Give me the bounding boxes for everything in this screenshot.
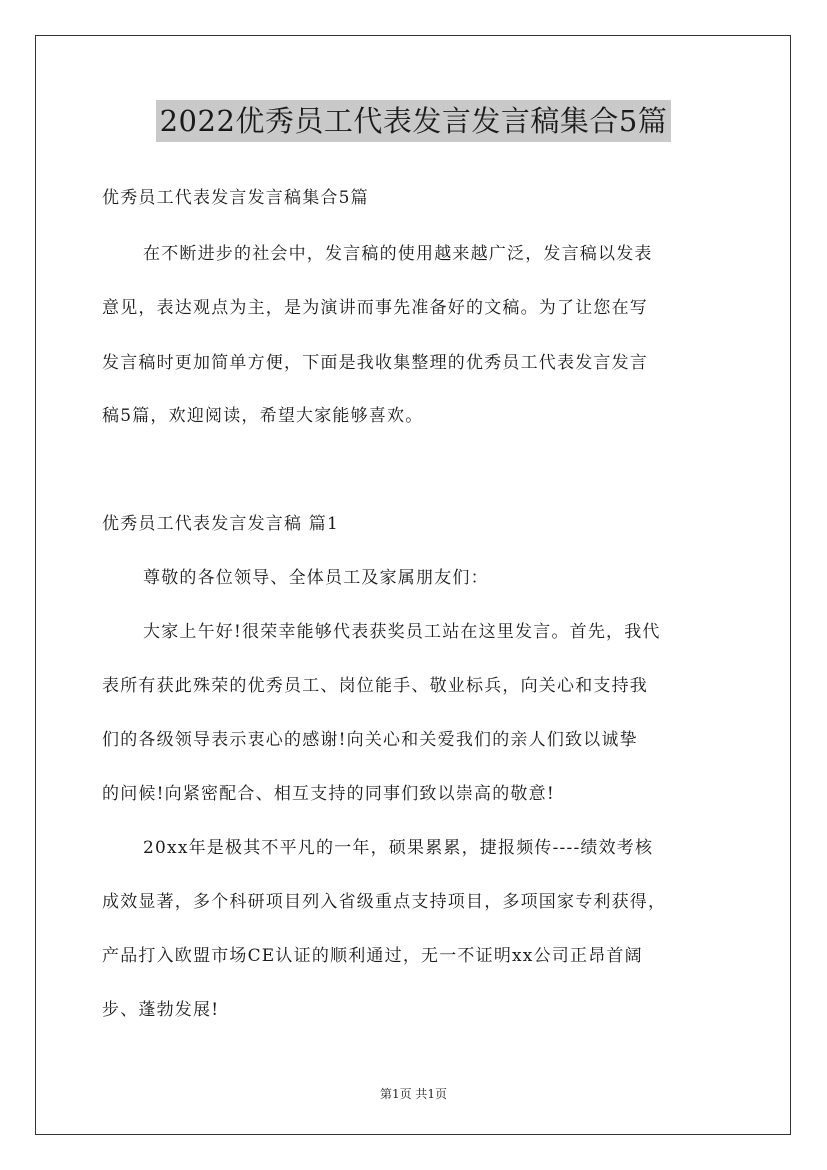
para2-line-4: 步、蓬勃发展! (102, 1000, 220, 1020)
para1-line-2: 表所有获此殊荣的优秀员工、岗位能手、敬业标兵，向关心和支持我 (102, 676, 648, 696)
para2-line-3: 产品打入欧盟市场CE认证的顺利通过，无一不证明xx公司正昂首阔 (102, 946, 643, 966)
intro-line-3: 发言稿时更加简单方便，下面是我收集整理的优秀员工代表发言发言 (102, 353, 648, 373)
para1-line-4: 的问候!向紧密配合、相互支持的同事们致以崇高的敬意! (102, 784, 555, 804)
para1-line-1: 大家上午好!很荣幸能够代表获奖员工站在这里发言。首先，我代 (143, 622, 661, 642)
document-title (0, 100, 827, 142)
document-title-text: 2022优秀员工代表发言发言稿集合5篇 (156, 100, 672, 142)
para2-line-2: 成效显著，多个科研项目列入省级重点支持项目，多项国家专利获得， (102, 892, 667, 912)
greeting: 尊敬的各位领导、全体员工及家属朋友们： (143, 568, 489, 588)
section-heading: 优秀员工代表发言发言稿 篇1 (102, 514, 340, 534)
para2-line-1: 20xx年是极其不平凡的一年，硕果累累，捷报频传----绩效考核 (143, 838, 654, 858)
intro-line-4: 稿5篇，欢迎阅读，希望大家能够喜欢。 (102, 406, 424, 426)
intro-line-1: 在不断进步的社会中，发言稿的使用越来越广泛，发言稿以发表 (143, 244, 653, 264)
intro-line-2: 意见，表达观点为主，是为演讲而事先准备好的文稿。为了让您在写 (102, 298, 648, 318)
document-subtitle: 优秀员工代表发言发言稿集合5篇 (102, 188, 369, 208)
page-footer: 第1页 共1页 (379, 1087, 448, 1101)
para1-line-3: 们的各级领导表示衷心的感谢!向关心和关爱我们的亲人们致以诚挚 (102, 730, 638, 750)
